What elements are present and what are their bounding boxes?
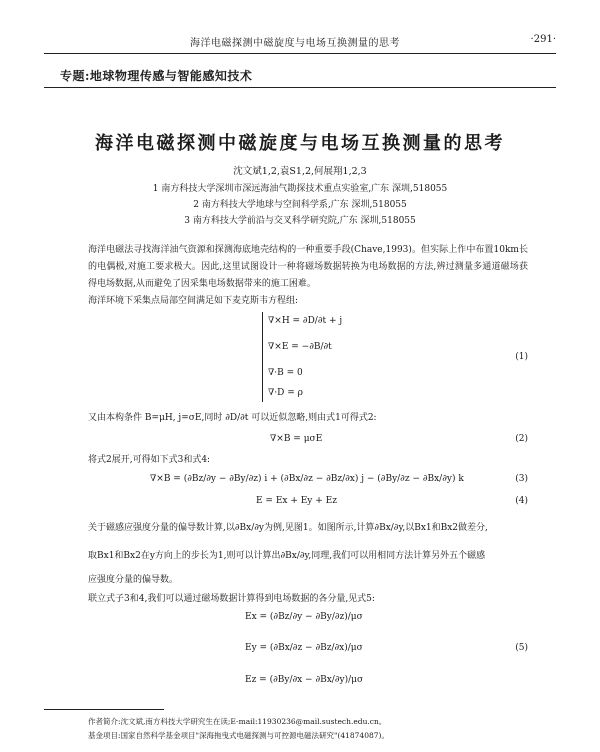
equation-1-row-2: ∇×E = −∂B/∂t [268,342,332,352]
equation-5-row-3: Ez = (∂By/∂x − ∂Bx/∂y)/μσ [245,675,364,685]
running-head-page-number: ·291· [530,34,556,45]
equation-3: ∇×B = (∂Bz/∂y − ∂By/∂z) i + (∂Bx/∂z − ∂Bz/∂x) j − (∂By/∂z − ∂Bx/∂y) k [150,474,464,484]
column-label: 专题:地球物理传感与智能感知技术 [60,69,253,83]
affiliation-2: 2 南方科技大学地球与空间科学系,广东 深圳,518055 [193,200,407,210]
running-head-title: 海洋电磁探测中磁旋度与电场互换测量的思考 [190,38,400,49]
equation-1-number: (1) [515,352,528,362]
curl-paragraph-line-1: 关于磁感应强度分量的偏导数计算,以∂Bx/∂y为例,见图1。如图所示,计算∂Bx/∂y,以Bx1和Bx2做差分, [88,523,488,533]
equation-4: E = Ex + Ey + Ez [256,496,337,506]
equation-2: ∇×B = μσE [270,434,323,444]
equation-5-number: (5) [515,643,528,653]
equation-1-row-1: ∇×H = ∂D/∂t + j [268,316,343,326]
column-rule [44,87,556,88]
equation-1-row-3: ∇·B = 0 [268,368,303,378]
equation-1 [262,312,382,402]
header-rule [44,53,556,54]
affiliation-1: 1 南方科技大学深圳市深远海油气勘探技术重点实验室,广东 深圳,518055 [152,184,448,194]
equation-3-number: (3) [515,474,528,484]
curl-paragraph-line-2: 取Bx1和Bx2在y方向上的步长为1,则可以计算出∂Bx/∂y,同理,我们可以用相同方法计算另外五个磁感 [88,551,486,561]
running-head [0,34,600,50]
equation-1-brace [262,312,263,402]
intro-paragraph: 海洋电磁法寻找海洋油气资源和探测海底地壳结构的一种重要手段(Chave,1993)。但实际上作中布置10km长的电偶极,对施工要求极大。因此,这里试图设计一种将磁场数据转换为电场数据的方法,辨过测量多通道磁场获得电场数据,从而避免了因采集电场数据带来的施工困难。 [88,245,528,289]
combine-text: 联立式子3和4,我们可以通过磁场数据计算得到电场数据的各分量,见式5: [88,594,375,604]
equation-5-row-1: Ex = (∂Bz/∂y − ∂By/∂z)/μσ [245,612,363,622]
affiliation-3: 3 南方科技大学前沿与交叉科学研究院,广东 深圳,518055 [184,216,416,226]
footnote-funding: 基金项目:国家自然科学基金项目"深海拖曳式电磁探测与可控源电磁法研究"(41874087)。 [88,731,389,740]
maxwell-intro: 海洋环境下采集点局部空间满足如下麦克斯韦方程组: [88,296,299,306]
equation-4-number: (4) [515,496,528,506]
curl-paragraph-line-3: 应强度分量的偏导数。 [88,575,179,585]
footnote-author: 作者简介:沈文斌,南方科技大学研究生在读;E-mail:11930236@mail.sustech.edu.cn。 [88,717,387,726]
author-list: 沈文斌1,2,袁S1,2,何展翔1,2,3 [233,166,367,177]
constitutive-text: 又由本构条件 B=μH, j=σE,同时 ∂D/∂t 可以近似忽略,则由式1可得式2: [88,413,377,423]
expand-text: 将式2展开,可得如下式3和式4: [88,455,211,465]
footnote-rule [44,709,164,710]
article-title: 海洋电磁探测中磁旋度与电场互换测量的思考 [95,133,505,154]
equation-2-number: (2) [515,434,528,444]
equation-5-row-2: Ey = (∂Bx/∂z − ∂Bz/∂x)/μσ [245,643,363,653]
equation-1-row-4: ∇·D = ρ [268,388,303,398]
